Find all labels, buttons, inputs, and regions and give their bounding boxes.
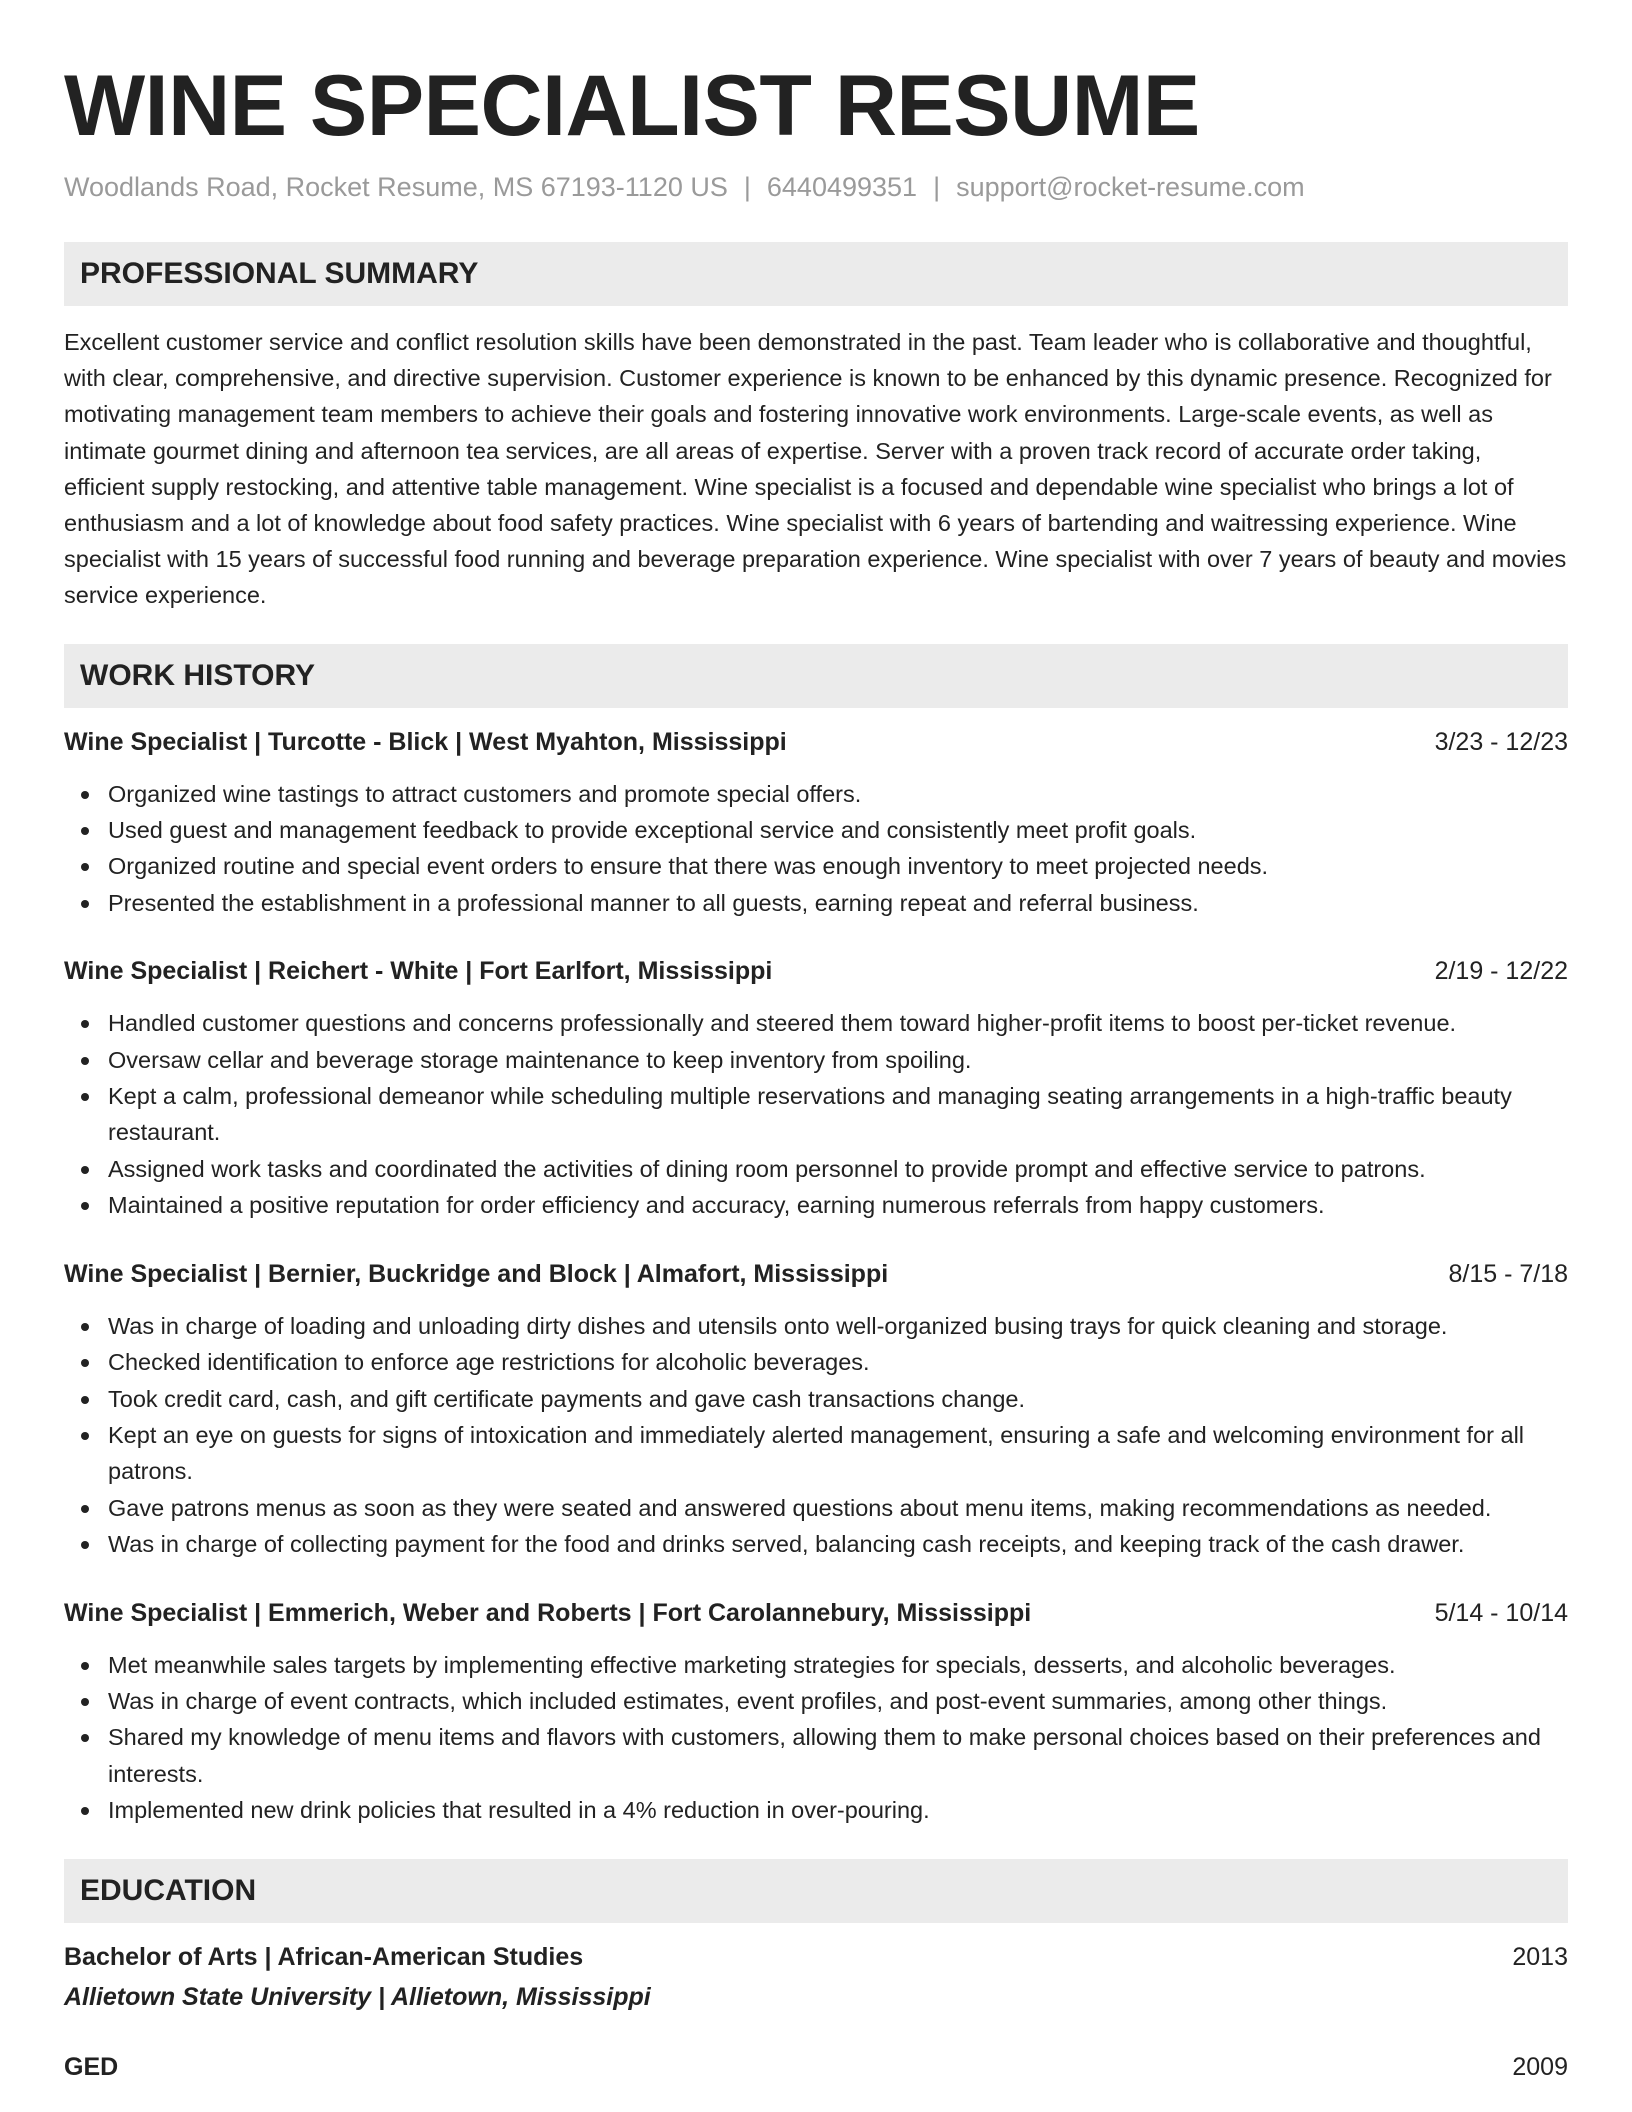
education-degree: GED [64,2052,119,2081]
education-entry [64,1939,1568,2015]
job-bullet: Maintained a positive reputation for order efficiency and accuracy, earning numerous referrals from happy customers. [64,1187,1568,1223]
job-bullet: Kept a calm, professional demeanor while scheduling multiple reservations and managing seating arrangements in a high-traffic beauty restaurant. [64,1078,1568,1151]
job-entry [64,953,1568,1223]
job-bullet: Organized routine and special event orders to ensure that there was enough inventory to meet projected needs. [64,848,1568,884]
resume-page [0,56,1632,2112]
job-bullet: Checked identification to enforce age restrictions for alcoholic beverages. [64,1344,1568,1380]
contact-separator: | [933,172,941,202]
education-header [64,1939,1568,1975]
job-header [64,724,1568,760]
education-year: 2013 [1512,1942,1568,1971]
job-bullet: Assigned work tasks and coordinated the activities of dining room personnel to provide prompt and effective service to patrons. [64,1151,1568,1187]
contact-email: support@rocket-resume.com [956,172,1305,202]
job-bullet: Took credit card, cash, and gift certificate payments and gave cash transactions change. [64,1381,1568,1417]
resume-title: WINE SPECIALIST RESUME [64,58,1200,154]
job-dates: 8/15 - 7/18 [1448,1259,1568,1288]
job-dates: 3/23 - 12/23 [1434,727,1568,756]
education-header [64,2049,1568,2085]
contact-address: Woodlands Road, Rocket Resume, MS 67193-1120 US [64,172,728,202]
summary-section-header: PROFESSIONAL SUMMARY [64,242,1568,306]
job-title: Wine Specialist | Emmerich, Weber and Roberts | Fort Carolannebury, Mississippi [64,1598,1032,1627]
job-bullet: Used guest and management feedback to provide exceptional service and consistently meet profit goals. [64,812,1568,848]
education-section-header: EDUCATION [64,1859,1568,1923]
job-dates: 2/19 - 12/22 [1434,957,1568,986]
contact-phone: 6440499351 [766,172,918,202]
education-degree: Bachelor of Arts | African-American Studies [64,1942,584,1971]
job-entry [64,1595,1568,1829]
job-bullets [64,1005,1568,1223]
job-title: Wine Specialist | Turcotte - Blick | West Myahton, Mississippi [64,727,787,756]
job-title: Wine Specialist | Reichert - White | Fort Earlfort, Mississippi [64,957,773,986]
job-bullet: Gave patrons menus as soon as they were seated and answered questions about menu items, making recommendations as needed. [64,1490,1568,1526]
job-dates: 5/14 - 10/14 [1434,1598,1568,1627]
job-bullet: Organized wine tastings to attract customers and promote special offers. [64,776,1568,812]
job-bullet: Was in charge of event contracts, which included estimates, event profiles, and post-event summaries, among other things. [64,1683,1568,1719]
job-bullet: Met meanwhile sales targets by implementing effective marketing strategies for specials, desserts, and alcoholic beverages. [64,1647,1568,1683]
job-header [64,1595,1568,1631]
job-entry [64,724,1568,922]
job-bullets [64,776,1568,922]
job-bullet: Implemented new drink policies that resulted in a 4% reduction in over-pouring. [64,1792,1568,1828]
work-history-section-header: WORK HISTORY [64,644,1568,708]
job-bullet: Handled customer questions and concerns professionally and steered them toward higher-profit items to boost per-ticket revenue. [64,1005,1568,1041]
job-bullets [64,1308,1568,1563]
contact-line [64,170,1568,204]
education-year: 2009 [1512,2052,1568,2081]
job-bullet: Was in charge of loading and unloading dirty dishes and utensils onto well-organized busing trays for quick cleaning and storage. [64,1308,1568,1344]
education-entry [64,2049,1568,2085]
job-header [64,953,1568,989]
job-bullet: Shared my knowledge of menu items and flavors with customers, allowing them to make personal choices based on their preferences and interests. [64,1719,1568,1792]
job-entry [64,1256,1568,1563]
job-bullet: Kept an eye on guests for signs of intoxication and immediately alerted management, ensuring a safe and welcoming environment for all patrons. [64,1417,1568,1490]
job-bullet: Oversaw cellar and beverage storage maintenance to keep inventory from spoiling. [64,1042,1568,1078]
summary-text: Excellent customer service and conflict resolution skills have been demonstrated in the past. Team leader who is collaborative and thoughtful, with clear, comprehensive, and directive supervision. Customer experience is known to be enhanced by this dynamic presence. Recognized for motivating management team members to achieve their goals and fostering innovative work environments. Large-scale events, as well as intimate gourmet dining and afternoon tea services, are all areas of expertise. Server with a proven track record of accurate order taking, efficient supply restocking, and attentive table management. Wine specialist is a focused and dependable wine specialist who brings a lot of enthusiasm and a lot of knowledge about food safety practices. Wine specialist with 6 years of bartending and waitressing experience. Wine specialist with 15 years of successful food running and beverage preparation experience. Wine specialist with over 7 years of beauty and movies service experience. [64,329,1567,609]
job-bullet: Was in charge of collecting payment for the food and drinks served, balancing cash receipts, and keeping track of the cash drawer. [64,1526,1568,1562]
contact-separator: | [743,172,751,202]
job-title: Wine Specialist | Bernier, Buckridge and Block | Almafort, Mississippi [64,1259,889,1288]
job-header [64,1256,1568,1292]
job-bullet: Presented the establishment in a professional manner to all guests, earning repeat and referral business. [64,885,1568,921]
education-school: Allietown State University | Allietown, Mississippi [64,1982,651,2011]
job-bullets [64,1647,1568,1829]
